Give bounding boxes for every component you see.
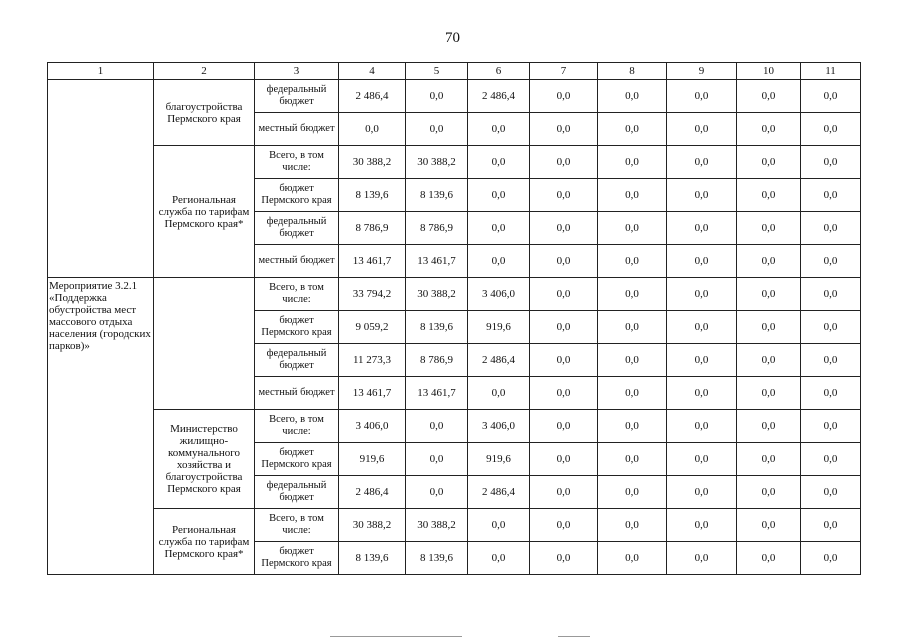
table-body (48, 80, 861, 575)
value-cell: 0,0 (530, 542, 598, 575)
column-header: 9 (667, 63, 737, 80)
value-cell: 0,0 (737, 278, 801, 311)
value-cell: 0,0 (530, 509, 598, 542)
value-cell: 0,0 (598, 410, 667, 443)
funding-source-cell: федеральный бюджет (255, 344, 339, 377)
page-number: 70 (445, 30, 460, 46)
value-cell: 30 388,2 (406, 146, 468, 179)
value-cell: 0,0 (801, 542, 861, 575)
value-cell: 0,0 (530, 212, 598, 245)
value-cell: 0,0 (737, 542, 801, 575)
table-row (48, 278, 861, 311)
value-cell: 0,0 (801, 212, 861, 245)
value-cell: 0,0 (468, 542, 530, 575)
value-cell: 2 486,4 (339, 476, 406, 509)
value-cell: 0,0 (667, 377, 737, 410)
column-header: 5 (406, 63, 468, 80)
value-cell: 0,0 (598, 377, 667, 410)
responsible-cell: Министерство жилищно-коммунального хозяйства и благоустройства Пермского края (154, 410, 255, 509)
budget-table (47, 62, 861, 575)
funding-source-cell: Всего, в том числе: (255, 278, 339, 311)
value-cell: 8 786,9 (339, 212, 406, 245)
value-cell: 0,0 (737, 443, 801, 476)
value-cell: 919,6 (339, 443, 406, 476)
value-cell: 13 461,7 (406, 377, 468, 410)
column-header: 4 (339, 63, 406, 80)
value-cell: 0,0 (530, 344, 598, 377)
column-header: 7 (530, 63, 598, 80)
value-cell: 0,0 (598, 344, 667, 377)
footer-divider (330, 636, 462, 637)
value-cell: 0,0 (598, 179, 667, 212)
funding-source-cell: бюджет Пермского края (255, 443, 339, 476)
column-header: 1 (48, 63, 154, 80)
value-cell: 0,0 (737, 476, 801, 509)
value-cell: 8 139,6 (406, 311, 468, 344)
value-cell: 0,0 (598, 311, 667, 344)
funding-source-cell: бюджет Пермского края (255, 179, 339, 212)
funding-source-cell: бюджет Пермского края (255, 311, 339, 344)
value-cell: 0,0 (801, 245, 861, 278)
value-cell: 0,0 (667, 344, 737, 377)
value-cell: 0,0 (530, 179, 598, 212)
funding-source-cell: местный бюджет (255, 377, 339, 410)
value-cell: 0,0 (406, 476, 468, 509)
value-cell: 0,0 (801, 113, 861, 146)
value-cell: 2 486,4 (468, 476, 530, 509)
value-cell: 30 388,2 (339, 146, 406, 179)
value-cell: 0,0 (801, 443, 861, 476)
funding-source-cell: Всего, в том числе: (255, 146, 339, 179)
value-cell: 919,6 (468, 443, 530, 476)
value-cell: 919,6 (468, 311, 530, 344)
value-cell: 0,0 (667, 146, 737, 179)
value-cell: 3 406,0 (339, 410, 406, 443)
value-cell: 13 461,7 (406, 245, 468, 278)
value-cell: 0,0 (598, 443, 667, 476)
value-cell: 0,0 (667, 542, 737, 575)
value-cell: 2 486,4 (468, 344, 530, 377)
value-cell: 0,0 (737, 377, 801, 410)
table-row (48, 410, 861, 443)
value-cell: 0,0 (667, 212, 737, 245)
value-cell: 0,0 (530, 113, 598, 146)
value-cell: 0,0 (737, 179, 801, 212)
value-cell: 0,0 (667, 179, 737, 212)
value-cell: 0,0 (801, 476, 861, 509)
value-cell: 0,0 (598, 542, 667, 575)
value-cell: 0,0 (598, 212, 667, 245)
value-cell: 2 486,4 (468, 80, 530, 113)
value-cell: 0,0 (737, 113, 801, 146)
value-cell: 0,0 (667, 509, 737, 542)
value-cell: 0,0 (801, 80, 861, 113)
value-cell: 0,0 (667, 476, 737, 509)
funding-source-cell: федеральный бюджет (255, 476, 339, 509)
value-cell: 0,0 (530, 443, 598, 476)
value-cell: 0,0 (598, 245, 667, 278)
value-cell: 0,0 (468, 179, 530, 212)
value-cell: 0,0 (530, 245, 598, 278)
column-header: 2 (154, 63, 255, 80)
value-cell: 11 273,3 (339, 344, 406, 377)
value-cell: 0,0 (406, 410, 468, 443)
value-cell: 3 406,0 (468, 278, 530, 311)
value-cell: 0,0 (598, 476, 667, 509)
value-cell: 0,0 (468, 113, 530, 146)
value-cell: 8 786,9 (406, 212, 468, 245)
value-cell: 0,0 (801, 179, 861, 212)
value-cell: 0,0 (530, 410, 598, 443)
footer-divider (558, 636, 590, 637)
value-cell: 0,0 (468, 212, 530, 245)
value-cell: 9 059,2 (339, 311, 406, 344)
value-cell: 0,0 (406, 113, 468, 146)
responsible-cell: благоустройства Пермского края (154, 80, 255, 146)
value-cell: 30 388,2 (406, 509, 468, 542)
value-cell: 30 388,2 (339, 509, 406, 542)
value-cell: 0,0 (598, 113, 667, 146)
table-row (48, 146, 861, 179)
funding-source-cell: местный бюджет (255, 245, 339, 278)
value-cell: 0,0 (801, 278, 861, 311)
value-cell: 0,0 (801, 146, 861, 179)
value-cell: 0,0 (737, 245, 801, 278)
value-cell: 0,0 (406, 443, 468, 476)
value-cell: 8 139,6 (406, 542, 468, 575)
funding-source-cell: Всего, в том числе: (255, 410, 339, 443)
value-cell: 0,0 (667, 311, 737, 344)
funding-source-cell: бюджет Пермского края (255, 542, 339, 575)
value-cell: 0,0 (530, 476, 598, 509)
value-cell: 0,0 (598, 278, 667, 311)
value-cell: 0,0 (801, 344, 861, 377)
responsible-cell: Региональная служба по тарифам Пермского края* (154, 509, 255, 575)
column-header: 8 (598, 63, 667, 80)
value-cell: 0,0 (667, 80, 737, 113)
value-cell: 0,0 (530, 278, 598, 311)
activity-cell: Мероприятие 3.2.1 «Поддержка обустройства мест массового отдыха населения (городских парков)» (48, 278, 154, 575)
value-cell: 0,0 (406, 80, 468, 113)
responsible-cell (154, 278, 255, 410)
value-cell: 8 139,6 (339, 542, 406, 575)
funding-source-cell: федеральный бюджет (255, 212, 339, 245)
funding-source-cell: Всего, в том числе: (255, 509, 339, 542)
value-cell: 0,0 (737, 80, 801, 113)
value-cell: 0,0 (737, 509, 801, 542)
value-cell: 0,0 (468, 509, 530, 542)
value-cell: 0,0 (667, 278, 737, 311)
value-cell: 13 461,7 (339, 245, 406, 278)
value-cell: 0,0 (801, 311, 861, 344)
value-cell: 0,0 (801, 509, 861, 542)
value-cell: 0,0 (339, 113, 406, 146)
value-cell: 0,0 (737, 410, 801, 443)
value-cell: 0,0 (598, 80, 667, 113)
value-cell: 0,0 (667, 113, 737, 146)
funding-source-cell: местный бюджет (255, 113, 339, 146)
value-cell: 0,0 (801, 377, 861, 410)
value-cell: 0,0 (737, 344, 801, 377)
value-cell: 3 406,0 (468, 410, 530, 443)
table-row (48, 509, 861, 542)
value-cell: 2 486,4 (339, 80, 406, 113)
funding-source-cell: федеральный бюджет (255, 80, 339, 113)
value-cell: 0,0 (737, 311, 801, 344)
value-cell: 0,0 (737, 146, 801, 179)
column-header: 3 (255, 63, 339, 80)
header-row (48, 63, 861, 80)
value-cell: 0,0 (530, 377, 598, 410)
value-cell: 33 794,2 (339, 278, 406, 311)
value-cell: 0,0 (530, 80, 598, 113)
value-cell: 0,0 (468, 245, 530, 278)
table-row (48, 80, 861, 113)
value-cell: 0,0 (801, 410, 861, 443)
value-cell: 0,0 (468, 146, 530, 179)
activity-cell (48, 80, 154, 278)
value-cell: 0,0 (667, 410, 737, 443)
value-cell: 0,0 (667, 443, 737, 476)
column-header: 10 (737, 63, 801, 80)
value-cell: 0,0 (598, 509, 667, 542)
value-cell: 0,0 (530, 146, 598, 179)
value-cell: 0,0 (598, 146, 667, 179)
value-cell: 0,0 (737, 212, 801, 245)
value-cell: 0,0 (667, 245, 737, 278)
responsible-cell: Региональная служба по тарифам Пермского края* (154, 146, 255, 278)
value-cell: 13 461,7 (339, 377, 406, 410)
value-cell: 30 388,2 (406, 278, 468, 311)
column-header: 11 (801, 63, 861, 80)
value-cell: 0,0 (468, 377, 530, 410)
value-cell: 8 139,6 (339, 179, 406, 212)
column-header: 6 (468, 63, 530, 80)
value-cell: 8 139,6 (406, 179, 468, 212)
value-cell: 0,0 (530, 311, 598, 344)
value-cell: 8 786,9 (406, 344, 468, 377)
